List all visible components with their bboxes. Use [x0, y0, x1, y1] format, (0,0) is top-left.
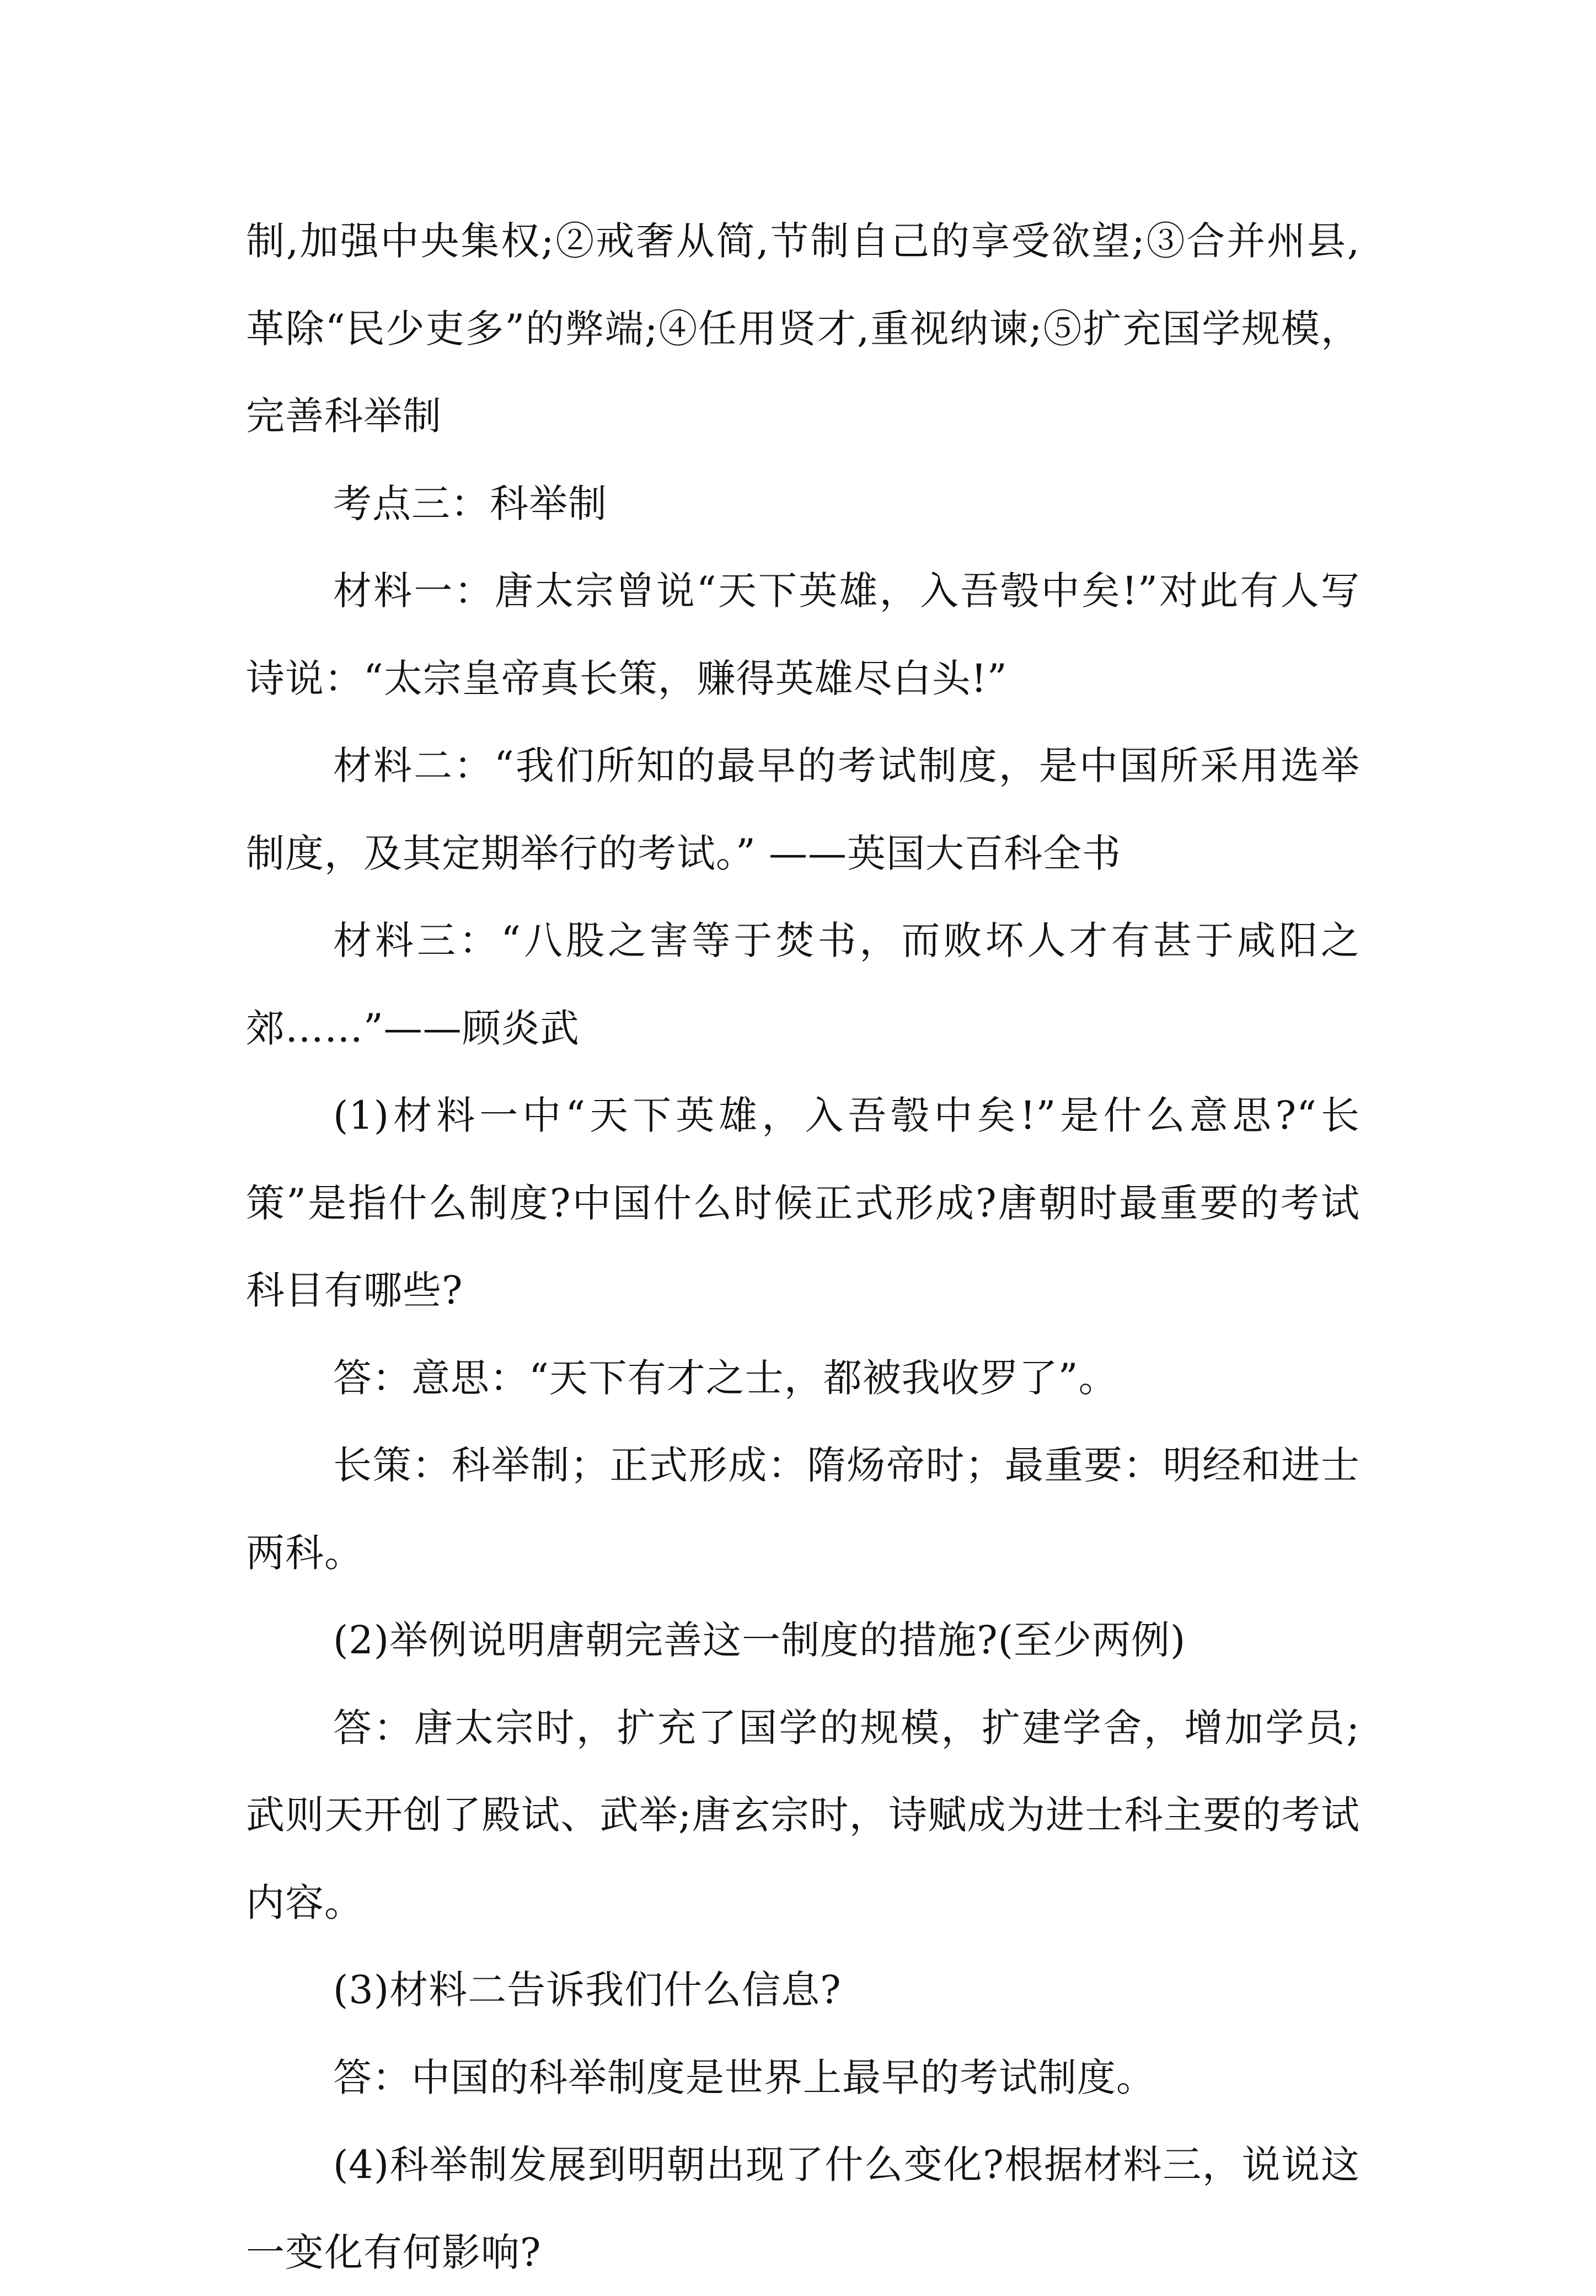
question-three: (3)材料二告诉我们什么信息? [333, 1967, 842, 2012]
material-three: 材料三：“八股之害等于焚书，而败坏人才有甚于咸阳之郊……”——顾炎武 [246, 918, 1360, 1051]
paragraph-continuation: 制,加强中央集权;②戒奢从简,节制自己的享受欲望;③合并州县,革除“民少吏多”的弊端;④任用贤才,重视纳谏;⑤扩充国学规模，完善科举制 [246, 218, 1360, 439]
answer-two: 答：唐太宗时，扩充了国学的规模，扩建学舍，增加学员;武则天开创了殿试、武举;唐玄宗时，诗赋成为进士科主要的考试内容。 [246, 1705, 1360, 1925]
answer-one-a: 答：意思：“天下有才之士，都被我收罗了”。 [333, 1355, 1118, 1401]
material-two: 材料二：“我们所知的最早的考试制度，是中国所采用选举制度，及其定期举行的考试。” ——英国大百科全书 [246, 743, 1360, 876]
answer-one-b: 长策：科举制；正式形成：隋炀帝时；最重要：明经和进士两科。 [246, 1443, 1360, 1576]
question-four: (4)科举制发展到明朝出现了什么变化?根据材料三，说说这一变化有何影响? [246, 2142, 1360, 2275]
question-one: (1)材料一中“天下英雄，入吾彀中矣!”是什么意思?“长策”是指什么制度?中国什么时候正式形成?唐朝时最重要的考试科目有哪些? [246, 1093, 1360, 1313]
answer-three: 答：中国的科举制度是世界上最早的考试制度。 [333, 2054, 1155, 2100]
section-heading: 考点三：科举制 [333, 480, 607, 526]
question-two: (2)举例说明唐朝完善这一制度的措施?(至少两例) [333, 1617, 1186, 1663]
document-body [246, 197, 1360, 2296]
material-one: 材料一：唐太宗曾说“天下英雄，入吾彀中矣!”对此有人写诗说：“太宗皇帝真长策，赚得英雄尽白头!” [246, 568, 1360, 701]
